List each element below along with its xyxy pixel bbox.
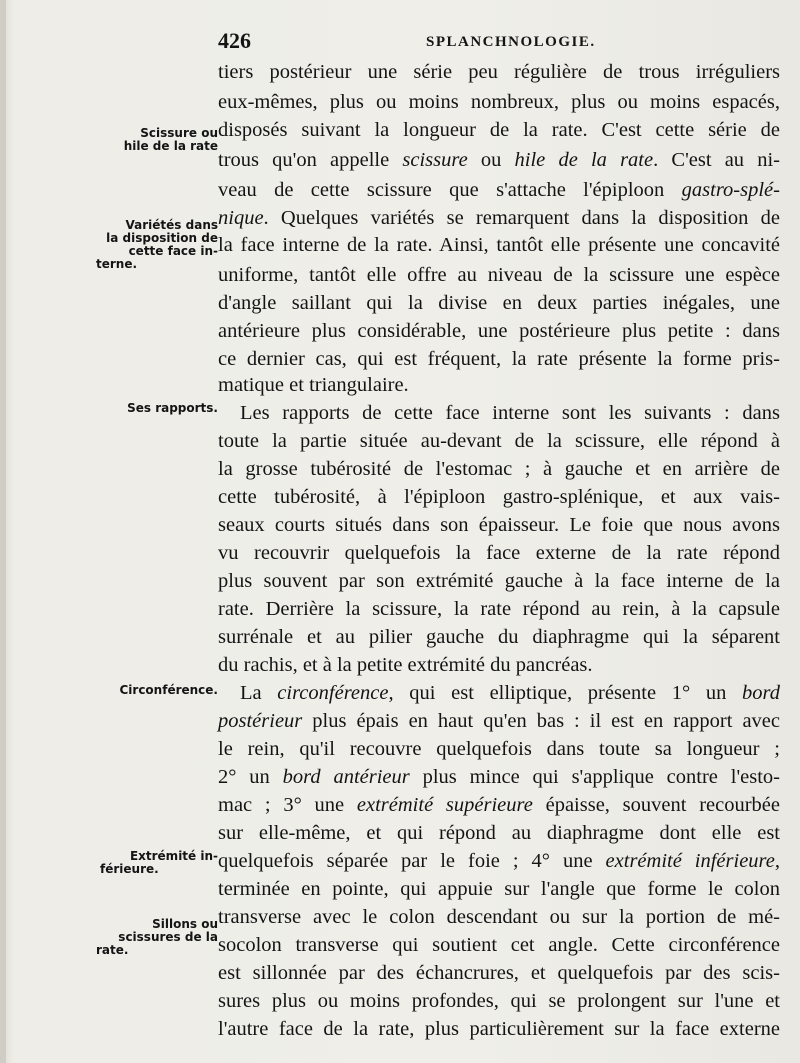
margin-note-rapports	[100, 402, 218, 415]
text-line	[218, 175, 780, 205]
text-run: la face interne de la rate. Ainsi, tantôt elle présente une concavité	[218, 234, 780, 256]
text-line	[218, 986, 780, 1016]
margin-note-circonference	[100, 684, 218, 697]
margin-note-line: Sillons ou	[152, 917, 218, 931]
text-line	[218, 790, 780, 820]
text-run: l'autre face de la rate, plus particulièrement sur la face externe	[218, 1018, 780, 1040]
text-line	[218, 846, 780, 876]
text-run: ou	[467, 149, 515, 171]
italic-term: hile de la rate	[514, 149, 654, 171]
italic-term: circonférence	[277, 682, 389, 704]
text-run: plus mince qui s'applique contre l'esto-	[409, 766, 780, 788]
text-run: eux-mêmes, plus ou moins nombreux, plus ou moins espacés,	[218, 91, 780, 113]
text-run: veau de cette scissure que s'attache l'épiploon	[218, 179, 682, 201]
text-run: rate. Derrière la scissure, la rate répond au rein, à la capsule	[218, 598, 780, 620]
text-run: cette tubérosité, à l'épiploon gastro-splénique, et aux vais-	[218, 486, 780, 508]
text-run: socolon transverse qui soutient cet angle. Cette circonférence	[218, 934, 780, 956]
text-line	[218, 538, 780, 568]
text-line	[218, 288, 780, 318]
running-title: SPLANCHNOLOGIE.	[426, 34, 596, 50]
italic-term: extrémité supérieure	[356, 794, 533, 816]
text-run: , qui est elliptique, présente 1° un	[388, 682, 743, 704]
text-line	[218, 678, 780, 708]
text-line	[218, 650, 780, 680]
text-line	[218, 566, 780, 596]
italic-term: scissure	[402, 149, 468, 171]
text-run: toute la partie située au-devant de la scissure, elle répond à	[218, 430, 780, 452]
margin-note-extremite	[100, 850, 218, 876]
text-line	[218, 818, 780, 848]
page-gutter	[0, 0, 6, 1063]
text-line	[218, 930, 780, 960]
text-line	[218, 734, 780, 764]
text-line	[218, 426, 780, 456]
margin-note-line: rate.	[96, 943, 129, 957]
italic-term: gastro-splé-	[681, 179, 780, 201]
text-run: antérieure plus considérable, une postérieure plus petite : dans	[218, 320, 780, 342]
italic-term: nique	[218, 207, 264, 229]
text-run: ce dernier cas, qui est fréquent, la rate présente la forme pris-	[218, 348, 780, 370]
page-header	[0, 22, 800, 56]
text-line	[218, 203, 780, 233]
page-number: 426	[218, 28, 251, 53]
text-run: du rachis, et à la petite extrémité du pancréas.	[218, 654, 593, 676]
text-line	[218, 958, 780, 988]
text-run: sur elle-même, et qui répond au diaphragme dont elle est	[218, 822, 780, 844]
text-line	[218, 874, 780, 904]
text-line	[218, 510, 780, 540]
text-run: plus épais en haut qu'en bas : il est en rapport avec	[302, 710, 780, 732]
margin-note-line: férieure.	[100, 862, 159, 876]
text-run: ,	[774, 850, 780, 872]
margin-note-line: scissures de la	[118, 930, 218, 944]
text-line	[218, 482, 780, 512]
margin-note-line: Variétés dans	[125, 218, 218, 232]
text-run: est sillonnée par des échancrures, et quelquefois par des scis-	[218, 962, 780, 984]
text-line	[218, 230, 780, 260]
text-line	[218, 762, 780, 792]
italic-term: extrémité inférieure	[605, 850, 775, 872]
margin-note-line: la disposition de	[106, 231, 218, 245]
text-run: 2° un	[218, 766, 283, 788]
text-run: surrénale et au pilier gauche du diaphragme qui la séparent	[218, 626, 780, 648]
text-line	[218, 145, 780, 175]
text-run: épaisse, souvent recourbée	[532, 794, 780, 816]
text-line	[218, 902, 780, 932]
text-line	[218, 57, 780, 87]
margin-note-sillons	[96, 918, 218, 957]
text-run: tiers postérieur une série peu régulière de trous irréguliers	[218, 61, 780, 83]
text-run: transverse avec le colon descendant ou sur la portion de mé-	[218, 906, 780, 928]
text-line	[218, 1014, 780, 1044]
italic-term: postérieur	[218, 710, 303, 732]
text-run: trous qu'on appelle	[218, 149, 403, 171]
margin-note-varietes	[96, 219, 218, 271]
text-run: . Quelques variétés se remarquent dans la disposition de	[263, 207, 780, 229]
italic-term: bord antérieur	[282, 766, 410, 788]
text-run: le rein, qu'il recouvre quelquefois dans toute sa longueur ;	[218, 738, 780, 760]
margin-note-line: Circonférence.	[119, 683, 218, 697]
margin-note-line: terne.	[96, 257, 138, 271]
margin-note-line: Extrémité in-	[129, 849, 218, 863]
text-run: . C'est au ni-	[653, 149, 781, 171]
text-line	[218, 87, 780, 117]
text-run: uniforme, tantôt elle offre au niveau de la scissure une espèce	[218, 264, 780, 286]
margin-note-line: Ses rapports.	[127, 401, 218, 415]
text-run: matique et triangulaire.	[218, 374, 409, 396]
text-run: La	[240, 682, 278, 704]
margin-note-line: hile de la rate	[123, 139, 218, 153]
text-line	[218, 115, 780, 145]
text-run: sures plus ou moins profondes, qui se prolongent sur l'une et	[218, 990, 780, 1012]
text-run: quelquefois séparée par le foie ; 4° une	[218, 850, 606, 872]
margin-note-line: Scissure ou	[140, 126, 218, 140]
text-run: la grosse tubérosité de l'estomac ; à gauche et en arrière de	[218, 458, 780, 480]
text-line	[218, 316, 780, 346]
text-line	[218, 594, 780, 624]
italic-term: bord	[742, 682, 781, 704]
text-run: vu recouvrir quelquefois la face externe de la rate répond	[218, 542, 780, 564]
text-line	[218, 706, 780, 736]
text-line	[218, 260, 780, 290]
text-run: d'angle saillant qui la divise en deux parties inégales, une	[218, 292, 780, 314]
text-line	[218, 622, 780, 652]
text-run: plus souvent par son extrémité gauche à la face interne de la	[218, 570, 780, 592]
text-run: disposés suivant la longueur de la rate. C'est cette série de	[218, 119, 780, 141]
text-line	[218, 398, 780, 428]
margin-note-line: cette face in-	[128, 244, 218, 258]
margin-note-scissure	[100, 127, 218, 153]
text-run: Les rapports de cette face interne sont les suivants : dans	[240, 402, 780, 424]
text-run: seaux courts situés dans son épaisseur. Le foie que nous avons	[218, 514, 780, 536]
text-line	[218, 370, 780, 400]
text-line	[218, 454, 780, 484]
text-run: terminée en pointe, qui appuie sur l'angle que forme le colon	[218, 878, 780, 900]
text-run: mac ; 3° une	[218, 794, 357, 816]
